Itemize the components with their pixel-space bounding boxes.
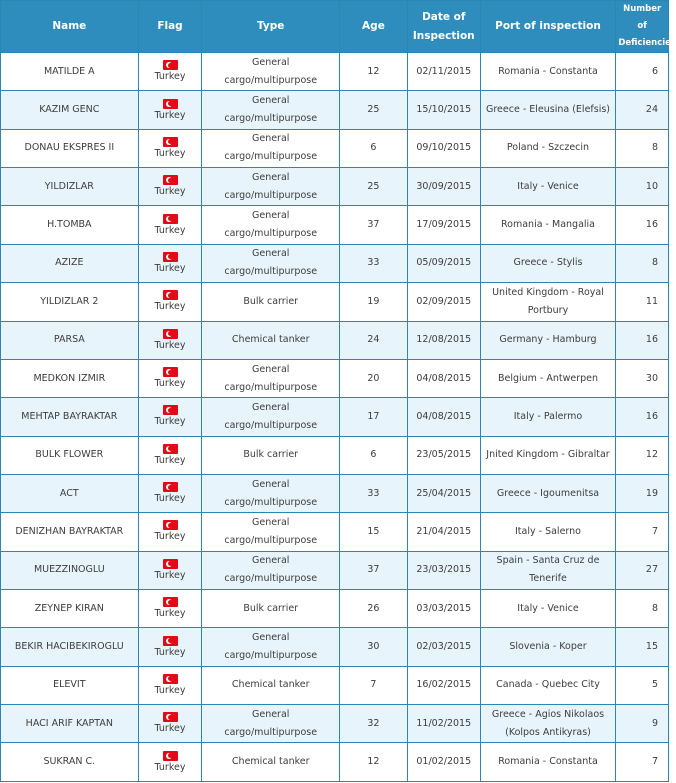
flag-country: Turkey <box>154 71 186 83</box>
table-row <box>1 360 668 397</box>
ship-type-cell: General cargo/multipurpose <box>202 53 339 90</box>
flag-cell <box>139 283 202 320</box>
table-row <box>1 206 668 243</box>
ship-age-cell: 19 <box>340 283 407 320</box>
ship-name-cell: KAZIM GENC <box>1 91 138 128</box>
flag-country: Turkey <box>154 186 186 198</box>
turkey-flag-icon <box>163 290 178 300</box>
turkey-flag-icon <box>163 520 178 530</box>
header-row <box>1 1 668 52</box>
ship-type-cell: General cargo/multipurpose <box>202 398 339 435</box>
table-row <box>1 283 668 320</box>
flag-country: Turkey <box>154 531 186 543</box>
ship-name-cell: AZIZE <box>1 245 138 282</box>
table-row <box>1 667 668 704</box>
ship-name-cell: BULK FLOWER <box>1 437 138 474</box>
ship-type-cell: General cargo/multipurpose <box>202 360 339 397</box>
ship-age-cell: 25 <box>340 168 407 205</box>
flag-cell <box>139 360 202 397</box>
ship-age-cell: 33 <box>340 475 407 512</box>
flag-country: Turkey <box>154 301 186 313</box>
ship-type-cell: Chemical tanker <box>202 322 339 359</box>
inspection-port-cell: Slovenia - Koper <box>481 628 616 665</box>
flag-cell <box>139 590 202 627</box>
inspection-date-cell: 12/08/2015 <box>408 322 480 359</box>
flag-country: Turkey <box>154 147 186 159</box>
table-row <box>1 322 668 359</box>
inspection-port-cell: Greece - Agios Nikolaos (Kolpos Antikyras) <box>481 705 616 742</box>
turkey-flag-icon <box>163 329 178 339</box>
ship-age-cell: 24 <box>340 322 407 359</box>
inspection-port-cell: Greece - Stylis <box>481 245 616 282</box>
flag-country: Turkey <box>154 569 186 581</box>
inspection-date-cell: 05/09/2015 <box>408 245 480 282</box>
flag-country: Turkey <box>154 339 186 351</box>
inspection-port-cell: Romania - Constanta <box>481 53 616 90</box>
ship-type-cell: General cargo/multipurpose <box>202 552 339 589</box>
deficiency-count-cell: 16 <box>616 206 668 243</box>
inspection-port-cell: Belgium - Antwerpen <box>481 360 616 397</box>
flag-country: Turkey <box>154 454 186 466</box>
table-row <box>1 628 668 665</box>
inspection-port-cell: Poland - Szczecin <box>481 130 616 167</box>
deficiency-count-cell: 5 <box>616 667 668 704</box>
ship-age-cell: 33 <box>340 245 407 282</box>
turkey-flag-icon <box>163 367 178 377</box>
header-deficiencies[interactable]: Number of Deficiencies <box>616 1 668 52</box>
deficiency-count-cell: 7 <box>616 513 668 550</box>
turkey-flag-icon <box>163 175 178 185</box>
ship-type-cell: General cargo/multipurpose <box>202 705 339 742</box>
flag-country: Turkey <box>154 262 186 274</box>
inspection-port-cell: Italy - Palermo <box>481 398 616 435</box>
inspection-port-cell: Jnited Kingdom - Gibraltar <box>481 437 616 474</box>
deficiency-count-cell: 15 <box>616 628 668 665</box>
ship-name-cell: DONAU EKSPRES II <box>1 130 138 167</box>
inspection-date-cell: 23/03/2015 <box>408 552 480 589</box>
deficiency-count-cell: 19 <box>616 475 668 512</box>
flag-cell <box>139 322 202 359</box>
inspection-date-cell: 03/03/2015 <box>408 590 480 627</box>
deficiency-count-cell: 16 <box>616 398 668 435</box>
ship-type-cell: Bulk carrier <box>202 283 339 320</box>
ship-age-cell: 17 <box>340 398 407 435</box>
ship-age-cell: 32 <box>340 705 407 742</box>
turkey-flag-icon <box>163 712 178 722</box>
table-row <box>1 130 668 167</box>
flag-country: Turkey <box>154 493 186 505</box>
ship-name-cell: YILDIZLAR <box>1 168 138 205</box>
inspection-port-cell: Spain - Santa Cruz de Tenerife <box>481 552 616 589</box>
ship-type-cell: General cargo/multipurpose <box>202 206 339 243</box>
inspection-date-cell: 23/05/2015 <box>408 437 480 474</box>
flag-country: Turkey <box>154 646 186 658</box>
ship-age-cell: 12 <box>340 53 407 90</box>
inspection-port-cell: Germany - Hamburg <box>481 322 616 359</box>
table-row <box>1 437 668 474</box>
table-row <box>1 513 668 550</box>
ship-name-cell: MEDKON IZMIR <box>1 360 138 397</box>
flag-country: Turkey <box>154 416 186 428</box>
deficiency-count-cell: 24 <box>616 91 668 128</box>
header-age[interactable]: Age <box>340 1 407 52</box>
ship-type-cell: General cargo/multipurpose <box>202 168 339 205</box>
flag-country: Turkey <box>154 224 186 236</box>
turkey-flag-icon <box>163 214 178 224</box>
inspection-date-cell: 09/10/2015 <box>408 130 480 167</box>
flag-cell <box>139 398 202 435</box>
turkey-flag-icon <box>163 751 178 761</box>
deficiency-count-cell: 9 <box>616 705 668 742</box>
flag-country: Turkey <box>154 761 186 773</box>
inspection-port-cell: Greece - Eleusina (Elefsis) <box>481 91 616 128</box>
ship-name-cell: SUKRAN C. <box>1 743 138 781</box>
ship-age-cell: 25 <box>340 91 407 128</box>
ship-type-cell: General cargo/multipurpose <box>202 513 339 550</box>
inspection-port-cell: Romania - Mangalia <box>481 206 616 243</box>
ship-name-cell: ELEVIT <box>1 667 138 704</box>
ship-age-cell: 6 <box>340 130 407 167</box>
flag-cell <box>139 628 202 665</box>
inspection-date-cell: 04/08/2015 <box>408 360 480 397</box>
ship-name-cell: DENIZHAN BAYRAKTAR <box>1 513 138 550</box>
flag-country: Turkey <box>154 109 186 121</box>
turkey-flag-icon <box>163 597 178 607</box>
header-flag[interactable]: Flag <box>139 1 202 52</box>
ship-name-cell: MEHTAP BAYRAKTAR <box>1 398 138 435</box>
flag-country: Turkey <box>154 684 186 696</box>
ship-type-cell: Chemical tanker <box>202 667 339 704</box>
flag-cell <box>139 705 202 742</box>
turkey-flag-icon <box>163 482 178 492</box>
flag-cell <box>139 437 202 474</box>
flag-cell <box>139 245 202 282</box>
deficiency-count-cell: 6 <box>616 53 668 90</box>
deficiency-count-cell: 10 <box>616 168 668 205</box>
deficiency-count-cell: 16 <box>616 322 668 359</box>
inspection-port-cell: Italy - Venice <box>481 590 616 627</box>
ship-name-cell: ACT <box>1 475 138 512</box>
inspection-port-cell: Italy - Venice <box>481 168 616 205</box>
ship-type-cell: General cargo/multipurpose <box>202 130 339 167</box>
inspection-date-cell: 01/02/2015 <box>408 743 480 781</box>
flag-cell <box>139 53 202 90</box>
ship-age-cell: 20 <box>340 360 407 397</box>
table-row <box>1 743 668 781</box>
flag-cell <box>139 743 202 781</box>
flag-cell <box>139 206 202 243</box>
ship-type-cell: General cargo/multipurpose <box>202 628 339 665</box>
table-row <box>1 705 668 742</box>
turkey-flag-icon <box>163 636 178 646</box>
table-row <box>1 398 668 435</box>
ship-name-cell: ZEYNEP KIRAN <box>1 590 138 627</box>
ship-name-cell: YILDIZLAR 2 <box>1 283 138 320</box>
ship-age-cell: 6 <box>340 437 407 474</box>
deficiency-count-cell: 8 <box>616 245 668 282</box>
turkey-flag-icon <box>163 60 178 70</box>
ship-name-cell: H.TOMBA <box>1 206 138 243</box>
header-type[interactable]: Type <box>202 1 339 52</box>
inspection-date-cell: 16/02/2015 <box>408 667 480 704</box>
inspection-date-cell: 02/09/2015 <box>408 283 480 320</box>
inspection-port-cell: Greece - Igoumenitsa <box>481 475 616 512</box>
header-date[interactable]: Date of Inspection <box>408 1 480 52</box>
ship-name-cell: MUEZZINOGLU <box>1 552 138 589</box>
inspection-date-cell: 04/08/2015 <box>408 398 480 435</box>
turkey-flag-icon <box>163 674 178 684</box>
ship-name-cell: BEKIR HACIBEKIROGLU <box>1 628 138 665</box>
deficiency-count-cell: 12 <box>616 437 668 474</box>
inspection-date-cell: 21/04/2015 <box>408 513 480 550</box>
inspection-port-cell: Romania - Constanta <box>481 743 616 781</box>
inspection-date-cell: 02/11/2015 <box>408 53 480 90</box>
flag-cell <box>139 91 202 128</box>
ship-age-cell: 37 <box>340 206 407 243</box>
flag-country: Turkey <box>154 378 186 390</box>
table-row <box>1 168 668 205</box>
ship-age-cell: 26 <box>340 590 407 627</box>
turkey-flag-icon <box>163 444 178 454</box>
ship-age-cell: 37 <box>340 552 407 589</box>
ship-age-cell: 7 <box>340 667 407 704</box>
ship-type-cell: General cargo/multipurpose <box>202 91 339 128</box>
ship-type-cell: Chemical tanker <box>202 743 339 781</box>
table-row <box>1 245 668 282</box>
inspection-date-cell: 11/02/2015 <box>408 705 480 742</box>
deficiency-count-cell: 8 <box>616 130 668 167</box>
inspection-port-cell: United Kingdom - Royal Portbury <box>481 283 616 320</box>
deficiency-count-cell: 27 <box>616 552 668 589</box>
flag-country: Turkey <box>154 723 186 735</box>
ship-type-cell: Bulk carrier <box>202 590 339 627</box>
ship-name-cell: MATILDE A <box>1 53 138 90</box>
deficiency-count-cell: 11 <box>616 283 668 320</box>
turkey-flag-icon <box>163 405 178 415</box>
ship-type-cell: General cargo/multipurpose <box>202 475 339 512</box>
inspection-port-cell: Italy - Salerno <box>481 513 616 550</box>
ship-name-cell: PARSA <box>1 322 138 359</box>
flag-cell <box>139 130 202 167</box>
deficiency-count-cell: 7 <box>616 743 668 781</box>
table-row <box>1 91 668 128</box>
flag-cell <box>139 667 202 704</box>
flag-cell <box>139 513 202 550</box>
ship-type-cell: General cargo/multipurpose <box>202 245 339 282</box>
inspection-date-cell: 25/04/2015 <box>408 475 480 512</box>
ship-age-cell: 15 <box>340 513 407 550</box>
table-row <box>1 53 668 90</box>
turkey-flag-icon <box>163 137 178 147</box>
inspection-date-cell: 30/09/2015 <box>408 168 480 205</box>
header-port[interactable]: Port of inspection <box>481 1 616 52</box>
table-row <box>1 475 668 512</box>
inspection-date-cell: 17/09/2015 <box>408 206 480 243</box>
flag-cell <box>139 552 202 589</box>
header-name[interactable]: Name <box>1 1 138 52</box>
ship-age-cell: 12 <box>340 743 407 781</box>
table-row <box>1 590 668 627</box>
inspection-port-cell: Canada - Quebec City <box>481 667 616 704</box>
flag-cell <box>139 475 202 512</box>
deficiency-count-cell: 30 <box>616 360 668 397</box>
inspection-date-cell: 02/03/2015 <box>408 628 480 665</box>
turkey-flag-icon <box>163 252 178 262</box>
turkey-flag-icon <box>163 99 178 109</box>
ship-age-cell: 30 <box>340 628 407 665</box>
flag-cell <box>139 168 202 205</box>
table-row <box>1 552 668 589</box>
inspection-date-cell: 15/10/2015 <box>408 91 480 128</box>
deficiency-count-cell: 8 <box>616 590 668 627</box>
flag-country: Turkey <box>154 608 186 620</box>
ship-type-cell: Bulk carrier <box>202 437 339 474</box>
turkey-flag-icon <box>163 559 178 569</box>
ship-name-cell: HACI ARIF KAPTAN <box>1 705 138 742</box>
